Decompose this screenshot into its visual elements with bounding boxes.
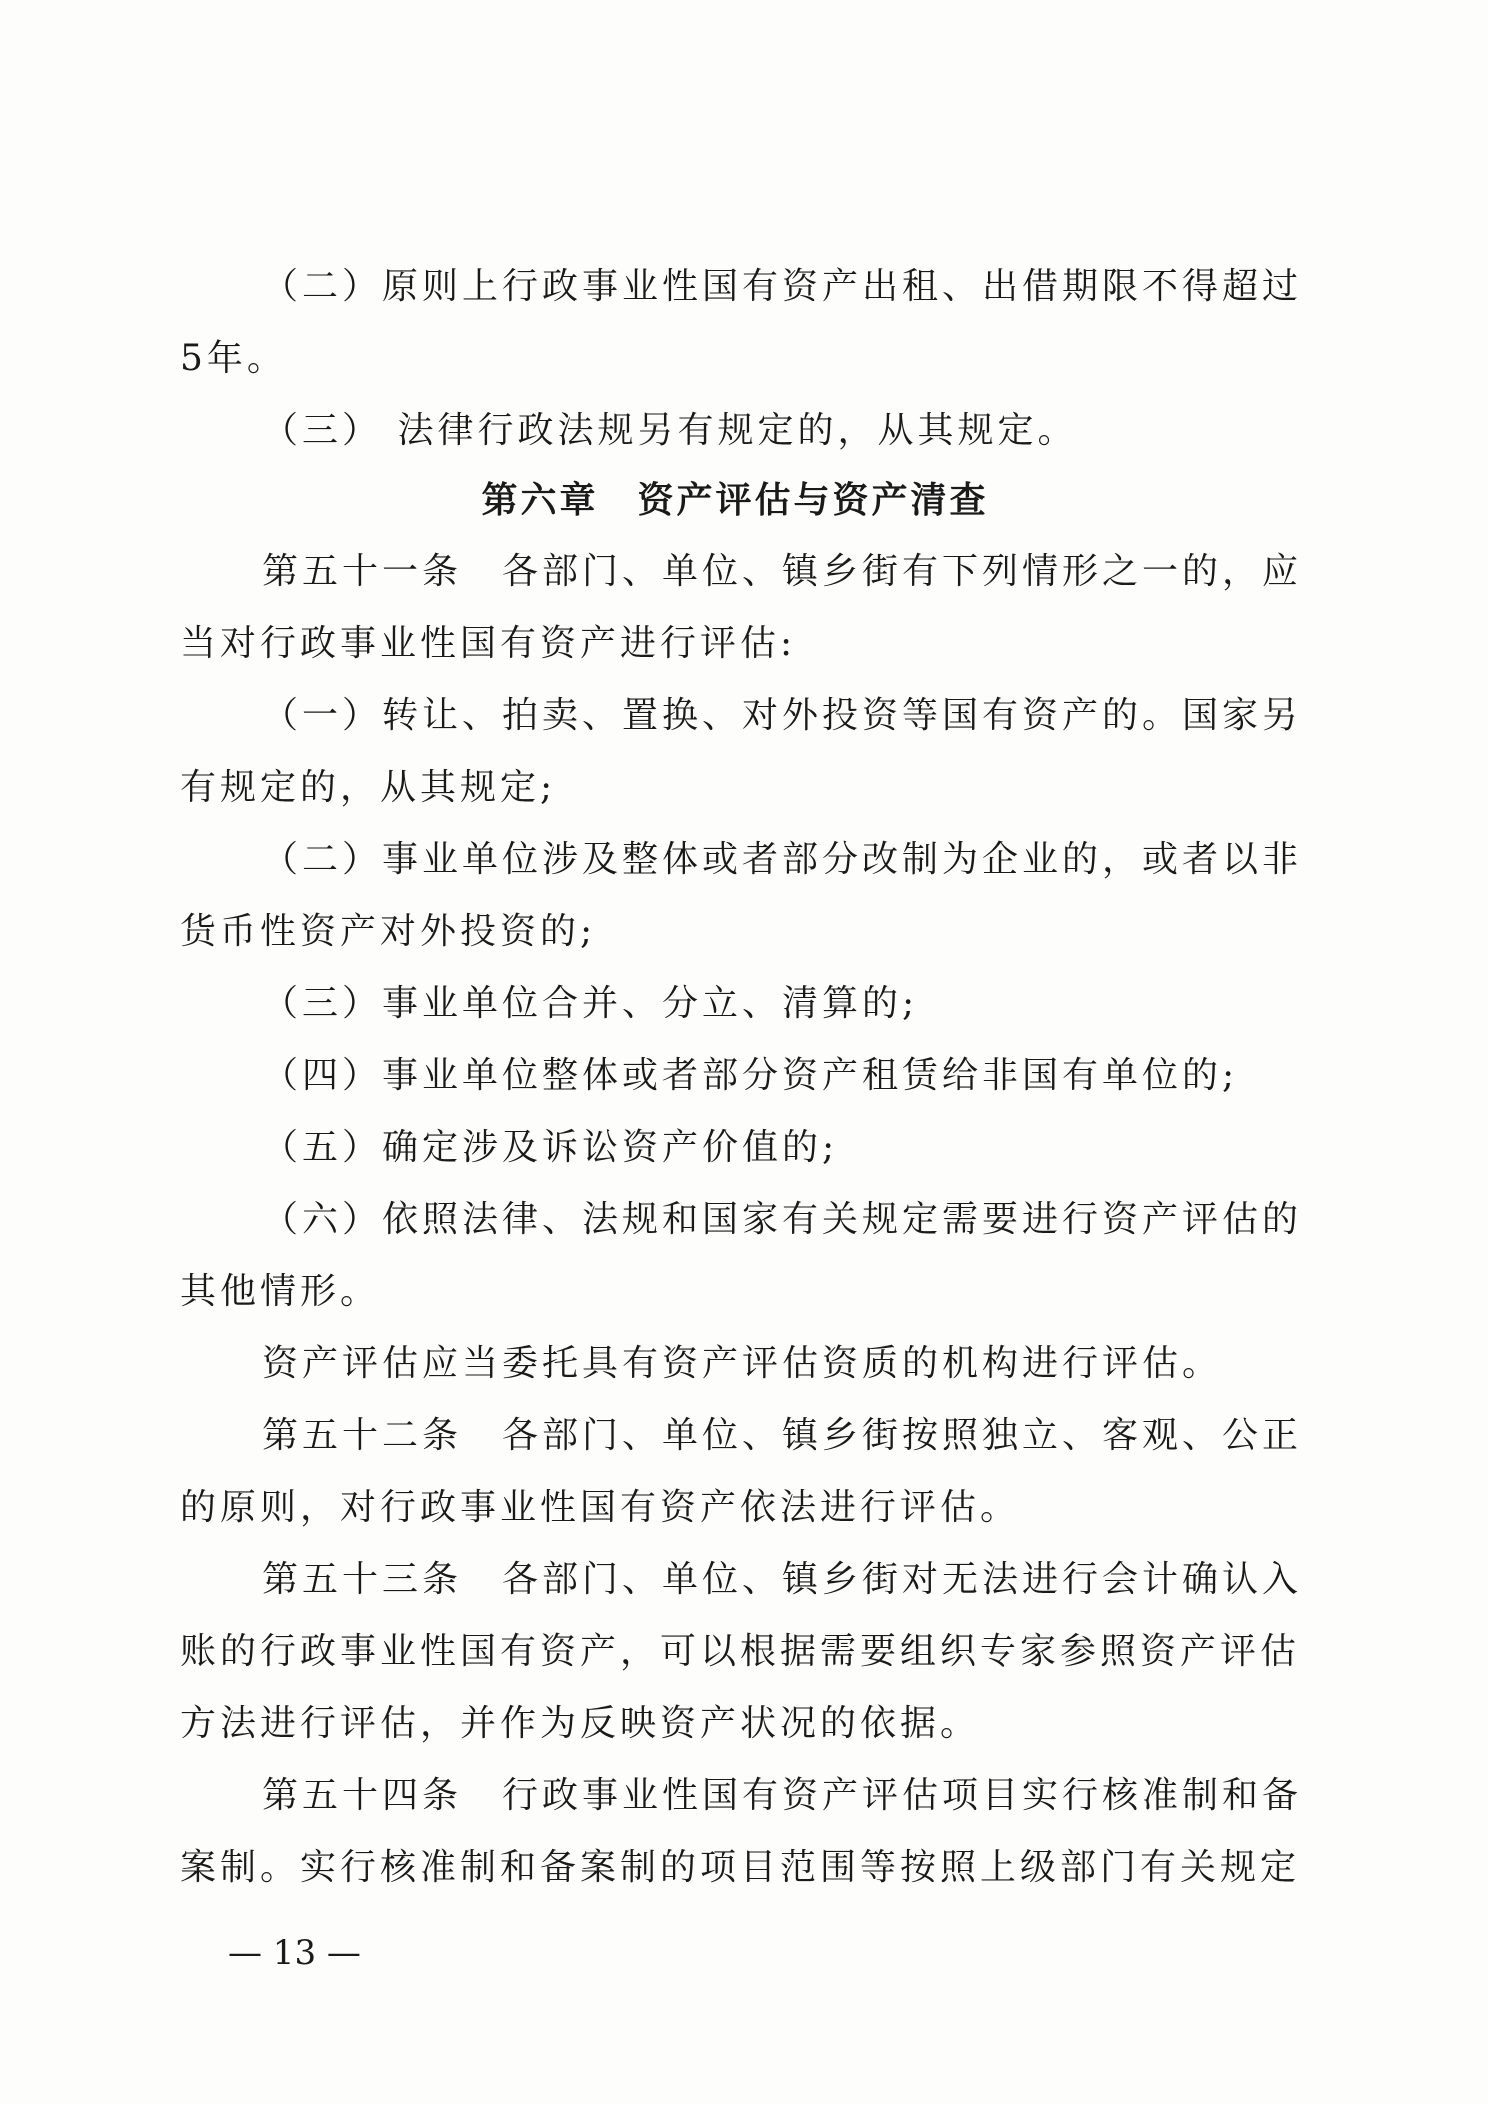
list-item-line: （三）事业单位合并、分立、清算的;	[262, 983, 919, 1024]
paragraph-line: 其他情形。	[180, 1271, 381, 1312]
page-number: — 13 —	[228, 1933, 361, 1973]
paragraph-line: （三） 法律行政法规另有规定的，从其规定。	[262, 410, 1078, 451]
list-item-line: （六）依照法律、法规和国家有关规定需要进行资产评估的	[262, 1199, 1303, 1240]
paragraph-line: （二）原则上行政事业性国有资产出租、出借期限不得超过	[262, 266, 1303, 307]
paragraph-line: 资产评估应当委托具有资产评估资质的机构进行评估。	[262, 1343, 1223, 1384]
paragraph-line: 有规定的，从其规定;	[180, 767, 557, 808]
paragraph-line: 货币性资产对外投资的;	[180, 911, 597, 952]
paragraph-line: 案制。实行核准制和备案制的项目范围等按照上级部门有关规定	[180, 1847, 1301, 1888]
paragraph-line: 账的行政事业性国有资产，可以根据需要组织专家参照资产评估	[180, 1631, 1301, 1672]
paragraph-line: 5年。	[180, 338, 287, 379]
article-line: 第五十三条 各部门、单位、镇乡街对无法进行会计确认入	[262, 1559, 1303, 1600]
list-item-line: （四）事业单位整体或者部分资产租赁给非国有单位的;	[262, 1055, 1239, 1096]
article-line: 第五十一条 各部门、单位、镇乡街有下列情形之一的，应	[262, 551, 1303, 592]
list-item-line: （一）转让、拍卖、置换、对外投资等国有资产的。国家另	[262, 695, 1303, 736]
paragraph-line: 的原则，对行政事业性国有资产依法进行评估。	[180, 1487, 1021, 1528]
chapter-heading: 第六章 资产评估与资产清查	[481, 479, 989, 521]
paragraph-line: 当对行政事业性国有资产进行评估:	[180, 623, 797, 664]
list-item-line: （五）确定涉及诉讼资产价值的;	[262, 1127, 839, 1168]
paragraph-line: 方法进行评估，并作为反映资产状况的依据。	[180, 1703, 981, 1744]
article-line: 第五十四条 行政事业性国有资产评估项目实行核准制和备	[262, 1775, 1303, 1816]
article-line: 第五十二条 各部门、单位、镇乡街按照独立、客观、公正	[262, 1415, 1303, 1456]
list-item-line: （二）事业单位涉及整体或者部分改制为企业的，或者以非	[262, 839, 1303, 880]
